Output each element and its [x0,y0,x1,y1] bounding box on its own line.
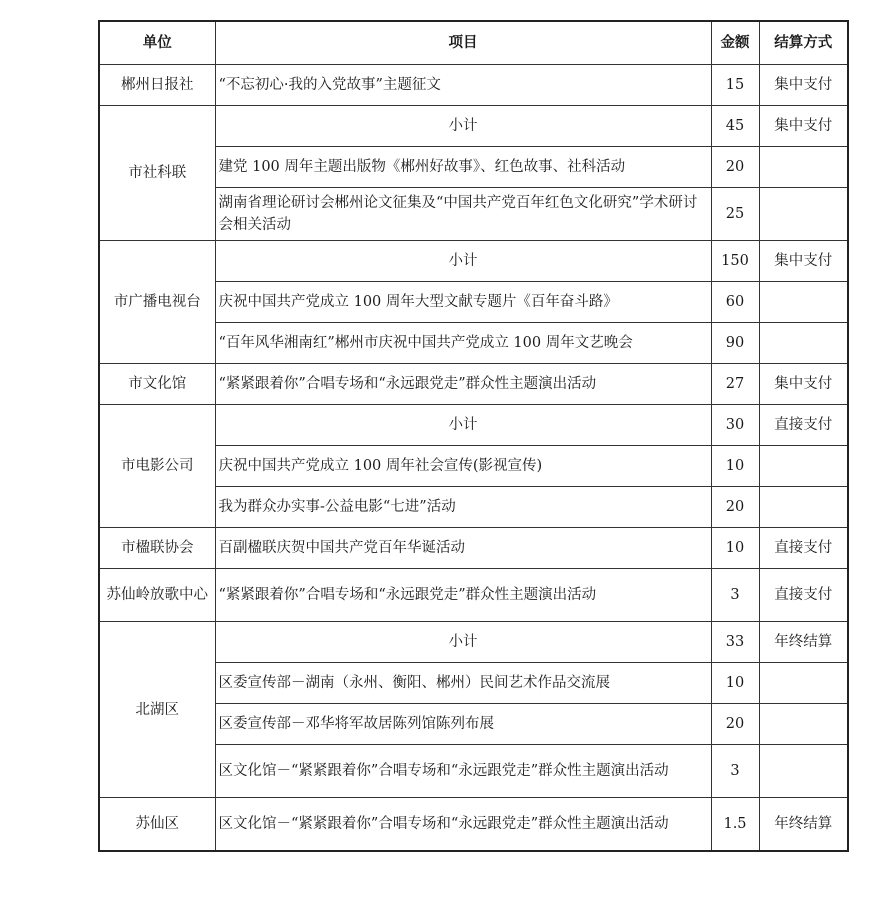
item-cell: 建党 100 周年主题出版物《郴州好故事》、红色故事、社科活动 [215,147,711,188]
method-cell: 集中支付 [759,241,848,282]
item-cell: 区文化馆－“紧紧跟着你”合唱专场和“永远跟党走”群众性主题演出活动 [215,798,711,851]
method-cell [759,704,848,745]
method-cell [759,282,848,323]
table-row [99,65,848,106]
item-cell: “紧紧跟着你”合唱专场和“永远跟党走”群众性主题演出活动 [215,364,711,405]
method-cell: 集中支付 [759,65,848,106]
table-row [99,622,848,663]
unit-cell: 苏仙区 [99,798,215,851]
method-cell: 年终结算 [759,622,848,663]
method-cell: 集中支付 [759,364,848,405]
table-header-row [99,21,848,65]
header-item: 项目 [215,21,711,65]
method-cell [759,745,848,798]
amount-cell: 20 [711,704,759,745]
amount-cell: 33 [711,622,759,663]
item-cell: “百年风华湘南红”郴州市庆祝中国共产党成立 100 周年文艺晚会 [215,323,711,364]
subtotal-cell: 小计 [215,241,711,282]
amount-cell: 20 [711,147,759,188]
method-cell [759,323,848,364]
item-cell: 湖南省理论研讨会郴州论文征集及“中国共产党百年红色文化研究”学术研讨会相关活动 [215,188,711,241]
unit-cell: 郴州日报社 [99,65,215,106]
method-cell: 直接支付 [759,528,848,569]
amount-cell: 15 [711,65,759,106]
header-unit: 单位 [99,21,215,65]
unit-cell: 市广播电视台 [99,241,215,364]
unit-cell: 市电影公司 [99,405,215,528]
item-cell: “紧紧跟着你”合唱专场和“永远跟党走”群众性主题演出活动 [215,569,711,622]
subtotal-cell: 小计 [215,405,711,446]
item-cell: “不忘初心·我的入党故事”主题征文 [215,65,711,106]
table-row [99,241,848,282]
item-cell: 庆祝中国共产党成立 100 周年大型文献专题片《百年奋斗路》 [215,282,711,323]
item-cell: 区委宣传部－邓华将军故居陈列馆陈列布展 [215,704,711,745]
amount-cell: 10 [711,663,759,704]
subtotal-cell: 小计 [215,622,711,663]
method-cell: 年终结算 [759,798,848,851]
unit-cell: 市社科联 [99,106,215,241]
header-method: 结算方式 [759,21,848,65]
amount-cell: 1.5 [711,798,759,851]
budget-table [98,20,849,852]
item-cell: 我为群众办实事-公益电影“七进”活动 [215,487,711,528]
method-cell: 集中支付 [759,106,848,147]
amount-cell: 3 [711,745,759,798]
amount-cell: 20 [711,487,759,528]
unit-cell: 北湖区 [99,622,215,798]
amount-cell: 90 [711,323,759,364]
amount-cell: 150 [711,241,759,282]
header-amount: 金额 [711,21,759,65]
method-cell [759,188,848,241]
amount-cell: 25 [711,188,759,241]
unit-cell: 苏仙岭放歌中心 [99,569,215,622]
table-row [99,106,848,147]
method-cell [759,446,848,487]
table-row [99,364,848,405]
table-row [99,528,848,569]
amount-cell: 3 [711,569,759,622]
amount-cell: 30 [711,405,759,446]
method-cell: 直接支付 [759,405,848,446]
subtotal-cell: 小计 [215,106,711,147]
amount-cell: 45 [711,106,759,147]
item-cell: 百副楹联庆贺中国共产党百年华诞活动 [215,528,711,569]
method-cell [759,663,848,704]
table-row [99,405,848,446]
unit-cell: 市楹联协会 [99,528,215,569]
amount-cell: 60 [711,282,759,323]
item-cell: 区文化馆－“紧紧跟着你”合唱专场和“永远跟党走”群众性主题演出活动 [215,745,711,798]
item-cell: 庆祝中国共产党成立 100 周年社会宣传(影视宣传) [215,446,711,487]
table-row [99,798,848,851]
item-cell: 区委宣传部－湖南（永州、衡阳、郴州）民间艺术作品交流展 [215,663,711,704]
amount-cell: 10 [711,528,759,569]
unit-cell: 市文化馆 [99,364,215,405]
method-cell: 直接支付 [759,569,848,622]
amount-cell: 10 [711,446,759,487]
amount-cell: 27 [711,364,759,405]
method-cell [759,487,848,528]
method-cell [759,147,848,188]
table-row [99,569,848,622]
